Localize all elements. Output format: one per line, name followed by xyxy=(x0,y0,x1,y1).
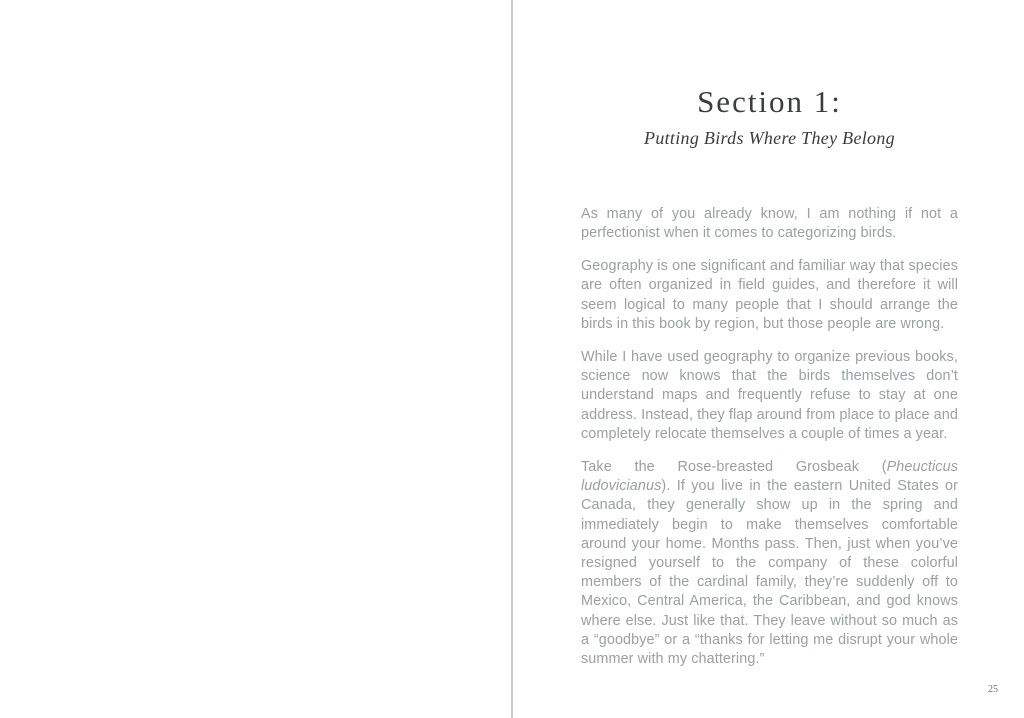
text-column xyxy=(581,0,958,669)
section-title: Section 1: xyxy=(697,84,842,119)
left-page-blank xyxy=(0,0,511,718)
body-text xyxy=(581,205,958,669)
right-page xyxy=(513,0,1024,718)
page-number: 25 xyxy=(988,684,998,695)
section-subtitle: Putting Birds Where They Belong xyxy=(644,128,895,148)
paragraph-4-text-before: Take the Rose-breasted Grosbeak ( xyxy=(581,459,887,476)
paragraph-3: While I have used geography to organize previous books, science now knows that the birds themselves don’t understand maps and frequently refuse to stay at one address. Instead, they flap around from place to place and completely relocate themselves a couple of times a year. xyxy=(581,349,958,442)
paragraph-4 xyxy=(581,458,958,669)
paragraph-4-text-after: ). If you live in the eastern United States or Canada, they generally show up in the spring and immediately begin to make themselves comfortable around your home. Months pass. Then, just when you’ve resigned yourself to the company of these colorful members of the cardinal family, they’re suddenly off to Mexico, Central America, the Caribbean, and god knows where else. Just like that. They leave without so much as a “goodbye” or a “thanks for letting me disrupt your whole summer with my chattering.” xyxy=(581,478,958,668)
paragraph-2: Geography is one significant and familiar way that species are often organized in field guides, and therefore it will seem logical to many people that I should arrange the birds in this book by region, but those people are wrong. xyxy=(581,258,958,332)
paragraph-1: As many of you already know, I am nothing if not a perfectionist when it comes to categorizing birds. xyxy=(581,205,958,241)
scientific-name: Pheucticus ludovicianus xyxy=(581,459,958,495)
